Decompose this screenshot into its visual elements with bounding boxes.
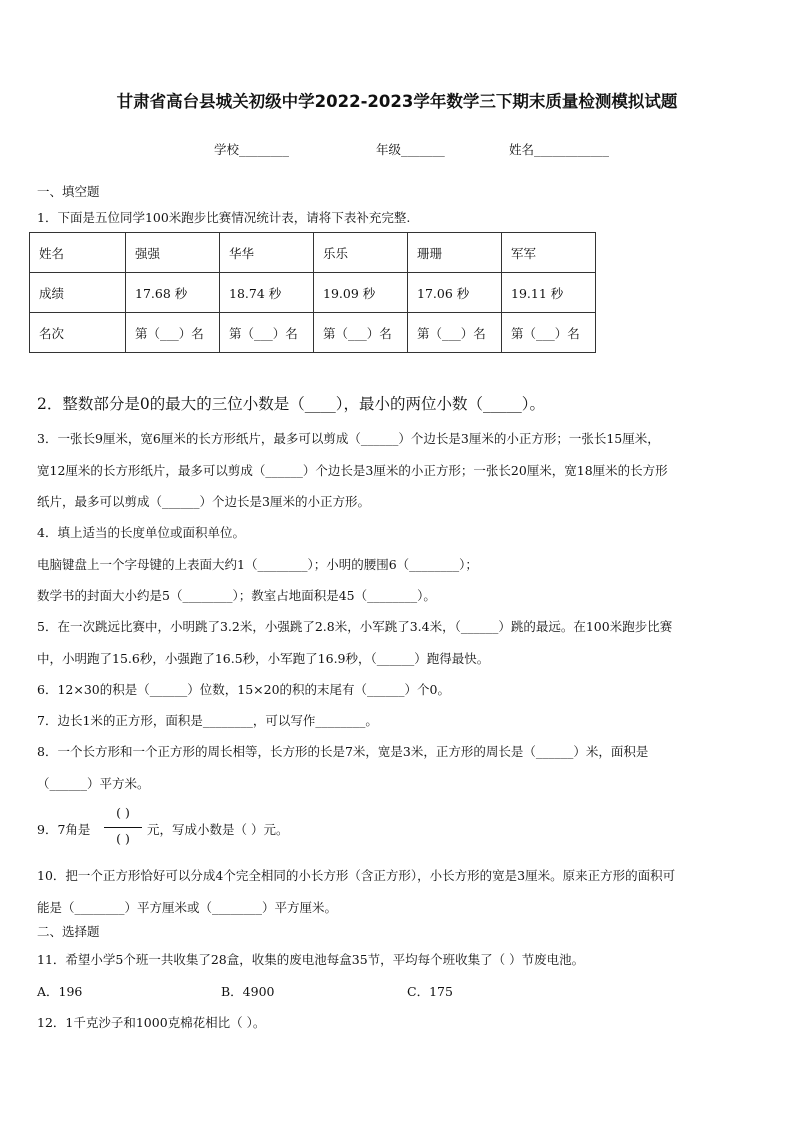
table-cell: 成绩 (30, 273, 126, 313)
table-cell: 华华 (220, 233, 314, 273)
rank-blank[interactable]: 第（___）名 (408, 313, 502, 353)
score-table (29, 232, 596, 353)
fraction-blank[interactable] (101, 803, 145, 851)
section-heading-choice: 二、选择题 (37, 924, 100, 939)
table-cell: 17.68 秒 (126, 273, 220, 313)
question-1-text: 1．下面是五位同学100米跑步比赛情况统计表，请将下表补充完整. (37, 210, 411, 225)
table-cell: 名次 (30, 313, 126, 353)
question-3-line: 纸片，最多可以剪成（______）个边长是3厘米的小正方形。 (37, 494, 370, 509)
option-a[interactable]: A．196 (37, 984, 83, 999)
question-3-line: 3．一张长9厘米，宽6厘米的长方形纸片，最多可以剪成（______）个边长是3厘米的小正方形；一张长15厘米， (37, 431, 660, 446)
question-12-text: 12．1千克沙子和1000克棉花相比（ ）。 (37, 1015, 266, 1030)
table-cell: 军军 (502, 233, 596, 273)
question-4-line: 4．填上适当的长度单位或面积单位。 (37, 525, 245, 540)
question-5-line: 中，小明跑了15.6秒，小强跑了16.5秒，小军跑了16.9秒，（______）跑得最快。 (37, 651, 490, 666)
option-c[interactable]: C．175 (407, 984, 453, 999)
table-cell: 19.11 秒 (502, 273, 596, 313)
question-11-text: 11．希望小学5个班一共收集了28盒，收集的废电池每盒35节，平均每个班收集了（ ）节废电池。 (37, 952, 585, 967)
fraction-denominator: ( ) (116, 831, 130, 846)
question-2-text: 2．整数部分是0的最大的三位小数是（____），最小的两位小数（_____）。 (37, 395, 545, 413)
fraction-bar (104, 827, 142, 828)
question-10-line: 能是（________）平方厘米或（________）平方厘米。 (37, 900, 338, 915)
question-5-line: 5．在一次跳远比赛中，小明跳了3.2米，小强跳了2.8米，小军跳了3.4米，（______）跳的最远。在100米跑步比赛 (37, 619, 673, 634)
question-4-line: 电脑键盘上一个字母键的上表面大约1（________）；小明的腰围6（________）； (37, 557, 478, 572)
table-cell: 17.06 秒 (408, 273, 502, 313)
fraction-numerator: ( ) (116, 805, 130, 820)
question-4-line: 数学书的封面大小约是5（________）；教室占地面积是45（________）。 (37, 588, 436, 603)
option-b[interactable]: B．4900 (221, 984, 275, 999)
rank-blank[interactable]: 第（___）名 (502, 313, 596, 353)
name-field[interactable]: 姓名____________ (509, 142, 610, 157)
table-cell: 18.74 秒 (220, 273, 314, 313)
school-field[interactable]: 学校________ (214, 142, 290, 157)
table-cell: 姓名 (30, 233, 126, 273)
question-9-prefix: 9．7角是 (37, 822, 91, 837)
section-heading-fill: 一、填空题 (37, 184, 100, 199)
grade-field[interactable]: 年级_______ (376, 142, 445, 157)
table-cell: 乐乐 (314, 233, 408, 273)
page-title: 甘肃省高台县城关初级中学2022-2023学年数学三下期末质量检测模拟试题 (116, 92, 678, 111)
table-cell: 珊珊 (408, 233, 502, 273)
question-10-line: 10．把一个正方形恰好可以分成4个完全相同的小长方形（含正方形），小长方形的宽是3厘米。原来正方形的面积可 (37, 868, 676, 883)
table-cell: 强强 (126, 233, 220, 273)
question-7-text: 7．边长1米的正方形，面积是________，可以写作________。 (37, 713, 378, 728)
question-6-text: 6．12×30的积是（______）位数，15×20的积的末尾有（______）个0。 (37, 682, 450, 697)
question-3-line: 宽12厘米的长方形纸片，最多可以剪成（______）个边长是3厘米的小正方形；一张长20厘米，宽18厘米的长方形 (37, 463, 668, 478)
table-row (30, 233, 596, 273)
rank-blank[interactable]: 第（___）名 (220, 313, 314, 353)
table-cell: 19.09 秒 (314, 273, 408, 313)
table-row (30, 313, 596, 353)
rank-blank[interactable]: 第（___）名 (314, 313, 408, 353)
question-8-line: 8．一个长方形和一个正方形的周长相等，长方形的长是7米，宽是3米，正方形的周长是（______）米，面积是 (37, 744, 649, 759)
rank-blank[interactable]: 第（___）名 (126, 313, 220, 353)
question-9-suffix: 元，写成小数是（ ）元。 (147, 822, 289, 837)
table-row (30, 273, 596, 313)
question-8-line: （______）平方米。 (37, 776, 150, 791)
